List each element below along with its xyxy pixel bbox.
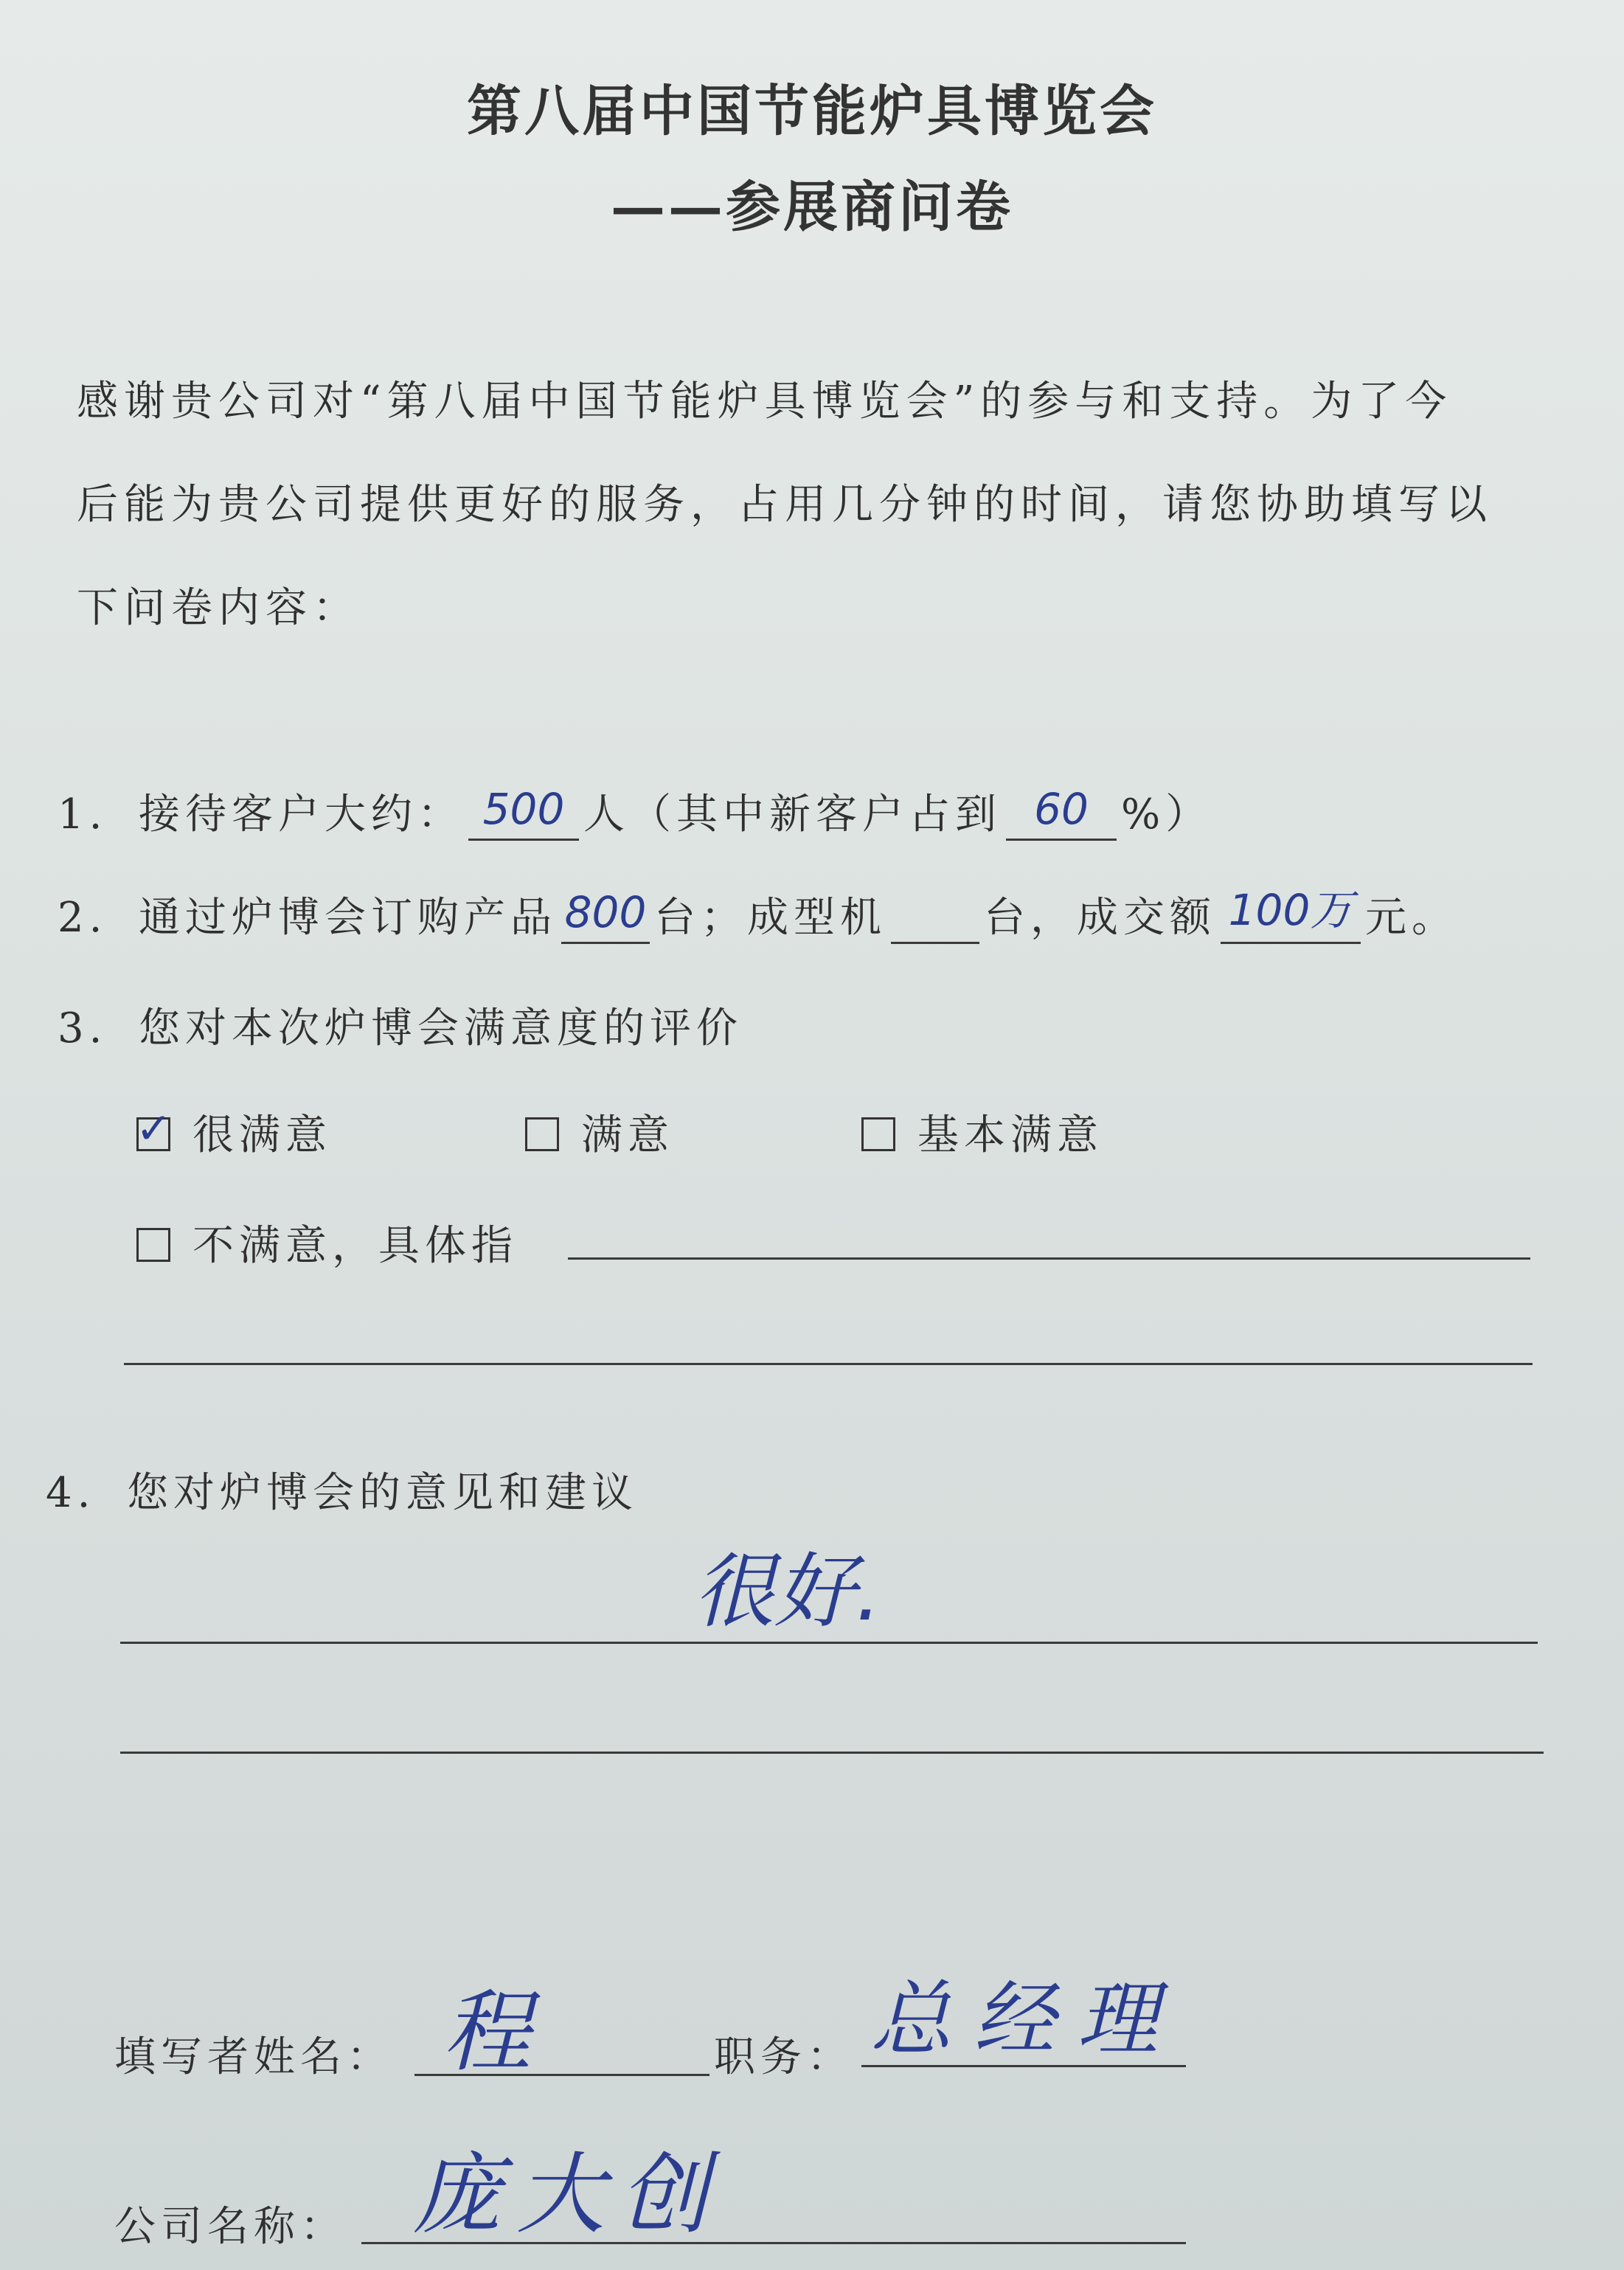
question-1-suffix: %） [1121,791,1212,839]
dissatisfied-detail-line-2[interactable] [124,1363,1533,1365]
checkbox-dissatisfied[interactable] [136,1228,170,1262]
question-3-text: 您对本次炉博会满意度的评价 [139,1004,743,1052]
option-satisfied-label: 满意 [581,1111,674,1159]
name-value: 程 [443,1982,531,2084]
option-dissatisfied-label: 不满意，具体指 [192,1222,518,1270]
question-1-unit: 人（其中新客户占到 [583,791,1002,839]
deal-amount-field[interactable] [1221,885,1361,944]
company-label: 公司名称： [114,2203,347,2251]
checkbox-very-satisfied[interactable] [136,1103,177,1153]
question-1-number: 1. [58,791,108,839]
checkbox-satisfied[interactable] [525,1117,559,1151]
new-customer-percent-field[interactable] [1006,784,1117,841]
suggestion-line-2[interactable] [120,1752,1544,1754]
customers-value: 500 [482,784,565,834]
question-2-unit-1: 台；成型机 [654,894,886,942]
option-basically-satisfied[interactable] [861,1103,1103,1162]
machines-field[interactable] [891,898,979,944]
new-customer-percent-value: 60 [1034,784,1089,834]
question-1-prefix: 接待客户大约： [139,791,464,839]
customers-field[interactable] [468,784,579,841]
question-3-number: 3. [58,1004,108,1052]
company-field-line[interactable] [361,2242,1186,2244]
document-subtitle: ——参展商问卷 [611,176,1013,239]
intro-line-2: 后能为贵公司提供更好的服务，占用几分钟的时间，请您协助填写以 [77,481,1493,529]
question-1 [58,782,1212,841]
option-very-satisfied-label: 很满意 [192,1111,332,1159]
question-2-prefix: 通过炉博会订购产品 [139,894,557,942]
option-very-satisfied[interactable] [136,1103,332,1162]
question-2-unit-3: 元。 [1365,894,1458,942]
option-satisfied[interactable] [525,1103,674,1162]
suggestion-answer: 很好. [693,1544,881,1639]
company-value: 庞大创 [413,2144,723,2246]
question-2-number: 2. [58,894,108,942]
position-label: 职务： [714,2033,853,2081]
dissatisfied-detail-line-1[interactable] [568,1257,1530,1260]
position-field-line[interactable] [861,2065,1186,2067]
products-field[interactable] [561,887,650,944]
products-value: 800 [564,887,647,937]
intro-line-1: 感谢贵公司对“第八届中国节能炉具博览会”的参与和支持。为了今 [77,378,1453,426]
option-dissatisfied[interactable] [136,1213,518,1272]
position-value: 总经理 [870,1972,1180,2066]
checkbox-basically-satisfied[interactable] [861,1117,895,1151]
question-2-unit-2: 台，成交额 [984,894,1216,942]
option-basically-satisfied-label: 基本满意 [917,1111,1103,1159]
question-2 [58,885,1458,944]
suggestion-line-1[interactable] [120,1642,1538,1644]
checkmark-icon: ✓ [136,1103,177,1153]
question-4-text: 您对炉博会的意见和建议 [127,1469,638,1517]
question-4 [46,1460,638,1519]
document-title: 第八届中国节能炉具博览会 [467,80,1157,143]
question-3 [58,996,743,1055]
deal-amount-value: 100万 [1228,885,1353,935]
question-4-number: 4. [46,1469,96,1517]
intro-line-3: 下问卷内容： [77,584,360,632]
name-label: 填写者姓名： [114,2033,393,2081]
name-field-line[interactable] [414,2074,709,2076]
